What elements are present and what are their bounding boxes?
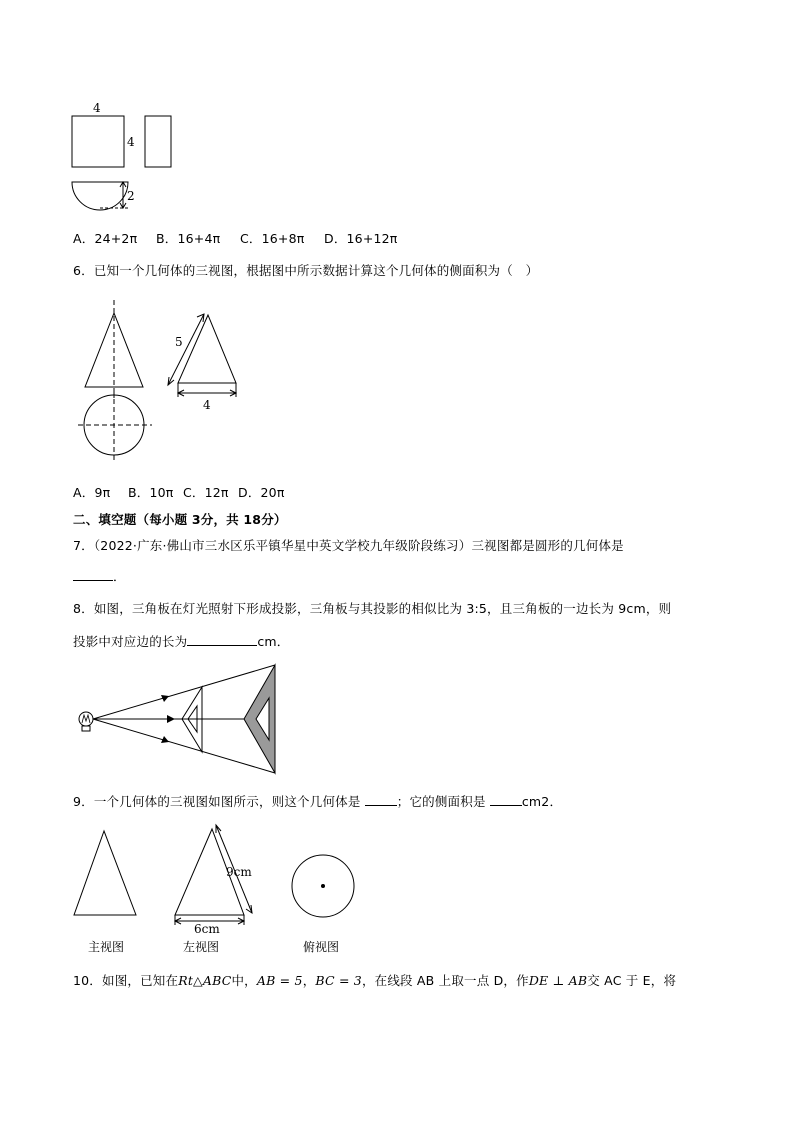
q8-line2-pre: 投影中对应边的长为 — [73, 634, 188, 649]
q6-stem: 6．已知一个几何体的三视图，根据图中所示数据计算这个几何体的侧面积为（ ） — [73, 263, 539, 278]
q9-caption-front: 主视图 — [88, 940, 125, 954]
q6-option-b: B．10π — [128, 485, 174, 500]
q9-stem — [73, 793, 562, 810]
q7-answer-blank[interactable] — [73, 568, 113, 581]
q8-line2-post: cm． — [257, 634, 290, 649]
q9-caption-top: 俯视图 — [303, 940, 340, 954]
section2-heading: 二、填空题（每小题 3分，共 18分） — [73, 512, 287, 527]
q6-slant-label: 5 — [175, 335, 183, 349]
q9-stem-c: cm2． — [521, 794, 563, 809]
q10-rt-triangle: Rt△ABC — [178, 973, 232, 988]
q9-answer-blank-2[interactable] — [490, 793, 522, 806]
q10-stem — [73, 973, 676, 989]
q9-stem-b: ；它的侧面积是 — [396, 794, 486, 809]
q5-option-c: C．16+8π — [240, 231, 305, 246]
q10-part3: ， — [302, 973, 316, 988]
q6-option-a: A．9π — [73, 485, 111, 500]
q10-part2: 中， — [231, 973, 257, 988]
q10-part5: 交 AC 于 E，将 — [587, 973, 677, 988]
q10-part4: ，在线段 AB 上取一点 D，作 — [361, 973, 529, 988]
q8-projection-figure — [74, 660, 284, 780]
q9-caption-left: 左视图 — [183, 940, 220, 954]
q10-part1: 10．如图，已知在 — [73, 973, 179, 988]
q6-option-d: D．20π — [238, 485, 285, 500]
q10-bc-eq: BC = 3 — [315, 973, 362, 988]
q5-top-label: 4 — [93, 101, 101, 115]
q7-answer-line — [73, 568, 126, 585]
q10-ab-eq: AB = 5 — [256, 973, 303, 988]
q8-answer-blank[interactable] — [187, 633, 257, 646]
q5-side-label: 4 — [127, 135, 135, 149]
q5-option-d: D．16+12π — [324, 231, 398, 246]
q6-option-c: C．12π — [183, 485, 229, 500]
q5-option-b: B．16+4π — [156, 231, 221, 246]
q5-three-view-figure — [60, 95, 180, 215]
q9-base-label: 6cm — [194, 922, 220, 936]
q6-base-label: 4 — [203, 398, 211, 412]
q5-height-label: 2 — [127, 189, 135, 203]
q10-de-perp: DE ⊥ AB — [528, 973, 588, 988]
q9-stem-a: 9．一个几何体的三视图如图所示，则这个几何体是 — [73, 794, 361, 809]
q9-slant-label: 9cm — [226, 865, 252, 879]
q5-option-a: A．24+2π — [73, 231, 138, 246]
q9-answer-blank-1[interactable] — [365, 793, 397, 806]
q7-stem: 7．（2022·广东·佛山市三水区乐平镇华星中英文学校九年级阶段练习）三视图都是圆形的几何体是 — [73, 538, 624, 553]
q6-three-view-figure — [70, 295, 250, 470]
q8-line1: 8．如图，三角板在灯光照射下形成投影，三角板与其投影的相似比为 3:5，且三角板的一边长为 9cm，则 — [73, 601, 672, 616]
q9-three-view-figure — [70, 822, 370, 962]
q8-line2 — [73, 633, 289, 650]
q7-end: ． — [113, 569, 126, 584]
